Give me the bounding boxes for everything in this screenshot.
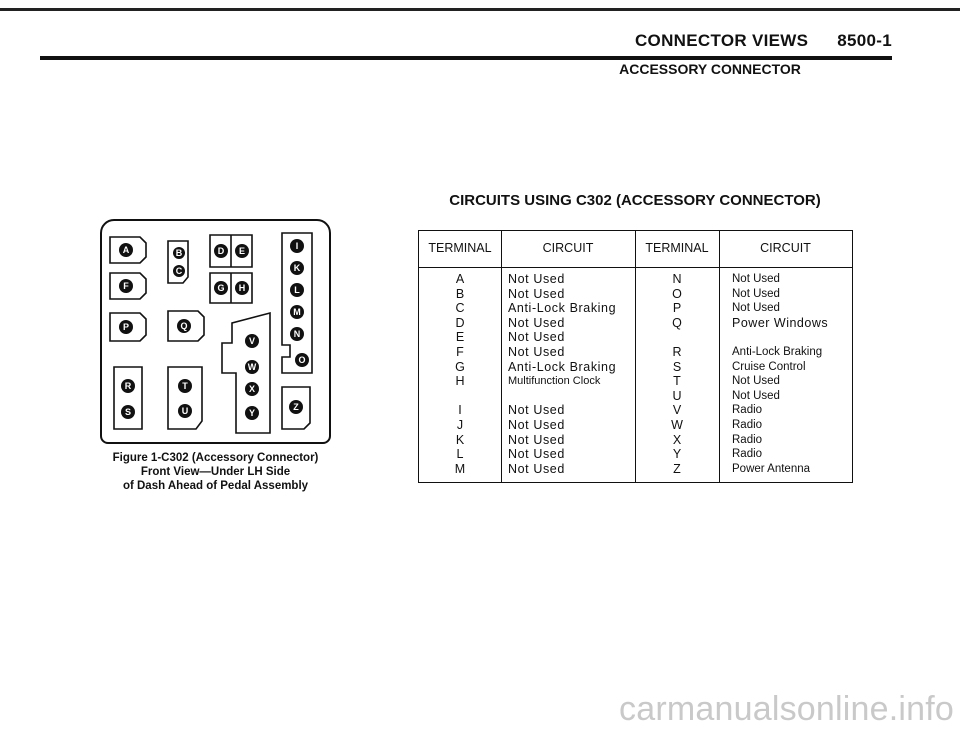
pin-label-i: I [295,241,299,251]
table-cell: N [672,272,682,286]
pin-label-y: Y [248,408,256,418]
pin-label-b: B [175,248,183,258]
table-cell: C [455,301,465,316]
table-cell: G [455,359,465,374]
pin-label-c: C [175,266,183,276]
top-rule [0,8,960,11]
table-cell: X [672,432,682,447]
pin-label-v: V [248,336,256,346]
table-cell: B [455,286,465,301]
caption-line-1: Figure 1-C302 (Accessory Connector) [112,452,319,464]
pin-label-p: P [122,322,130,332]
table-cell: V [672,403,682,418]
right-terminal-column [635,272,719,476]
page-header [620,31,892,51]
table-cell: Not Used [732,302,780,315]
connector-drawing [102,221,329,442]
pin-label-t: T [182,381,188,391]
table-cell: Power Windows [732,315,829,330]
table-cell: Not Used [508,315,565,330]
table-cell: Not Used [732,375,780,388]
table-cell: Radio [732,433,763,446]
figure-caption [100,451,331,493]
table-cell: Z [673,461,681,476]
pin-label-l: L [294,285,300,295]
table-cell: Not Used [508,447,565,462]
pin-label-u: U [181,406,189,416]
table-cell: Y [672,447,682,462]
table-cell: Not Used [508,432,565,447]
left-terminal-column [419,272,501,476]
table-cell: Not Used [732,389,780,402]
caption-line-2: Front View—Under LH Side [140,466,291,478]
table-cell: F [456,344,464,359]
table-cell: Not Used [508,330,565,345]
section-title: CONNECTOR VIEWS [634,31,809,50]
table-cell: Multifunction Clock [508,375,601,388]
table-cell: P [672,301,682,316]
header-terminal-left: TERMINAL [428,241,492,255]
table-cell [419,389,501,404]
table-cell: Cruise Control [732,360,806,373]
caption-line-3: of Dash Ahead of Pedal Assembly [122,480,309,492]
table-cell: Not Used [508,417,565,432]
table-cell: Not Used [508,272,565,286]
header-rule [40,56,892,60]
table-cell: U [672,388,682,403]
table-cell: Radio [732,448,763,461]
table-cell: W [671,417,683,432]
table-cell: S [672,359,682,374]
pin-label-x: X [248,384,256,394]
table-cell: Anti-Lock Braking [508,359,617,374]
table-cell [635,330,719,345]
table-cell: Power Antenna [732,462,811,475]
table-cell: D [455,315,465,330]
pin-label-h: H [238,283,246,293]
pin-label-q: Q [180,321,188,331]
table-cell: T [673,374,681,389]
table-cell: J [456,417,464,432]
table-cell: Q [672,315,682,330]
pin-label-r: R [124,381,132,391]
page-subtitle: ACCESSORY CONNECTOR [619,61,801,77]
pin-label-m: M [293,307,301,317]
table-cell: Not Used [508,286,565,301]
table-cell: E [455,330,465,345]
table-cell: Radio [732,418,763,431]
left-circuit-column [508,272,635,476]
circuits-table [418,230,853,483]
pin-label-d: D [217,246,225,256]
table-cell: Not Used [732,287,780,300]
table-cell: Not Used [508,403,565,418]
table-cell: L [456,447,464,462]
table-cell: Radio [732,404,763,417]
connector-diagram [100,219,331,444]
table-cell: R [672,344,682,359]
header-circuit-right: CIRCUIT [760,241,811,255]
table-cell: Not Used [508,461,565,476]
table-cell: O [672,286,682,301]
pin-label-g: G [217,283,225,293]
header-terminal-right: TERMINAL [645,241,709,255]
table-cell: Not Used [732,273,780,285]
table-cell: H [455,374,465,389]
pin-label-w: W [247,362,257,372]
table-cell [508,389,635,404]
pin-label-k: K [293,263,301,273]
column-divider [501,231,502,482]
table-cell: A [455,272,465,286]
pin-label-f: F [123,281,129,291]
table-cell: K [455,432,465,447]
pin-label-s: S [124,407,132,417]
pin-label-e: E [238,246,246,256]
table-cell: Anti-Lock Braking [732,345,823,358]
table-cell: I [458,403,462,418]
pin-label-z: Z [293,402,299,412]
table-cell: Not Used [508,344,565,359]
header-circuit-left: CIRCUIT [542,241,594,255]
table-cell: Anti-Lock Braking [508,301,617,316]
table-cell [732,330,850,345]
column-divider [719,231,720,482]
right-circuit-column [732,272,850,476]
table-title: CIRCUITS USING C302 (ACCESSORY CONNECTOR) [449,192,821,209]
watermark: carmanualsonline.info [619,690,954,728]
page-number: 8500-1 [837,31,892,50]
table-cell: M [454,461,466,476]
pin-label-a: A [122,245,130,255]
pin-label-n: N [293,329,301,339]
pin-label-o: O [298,355,306,365]
